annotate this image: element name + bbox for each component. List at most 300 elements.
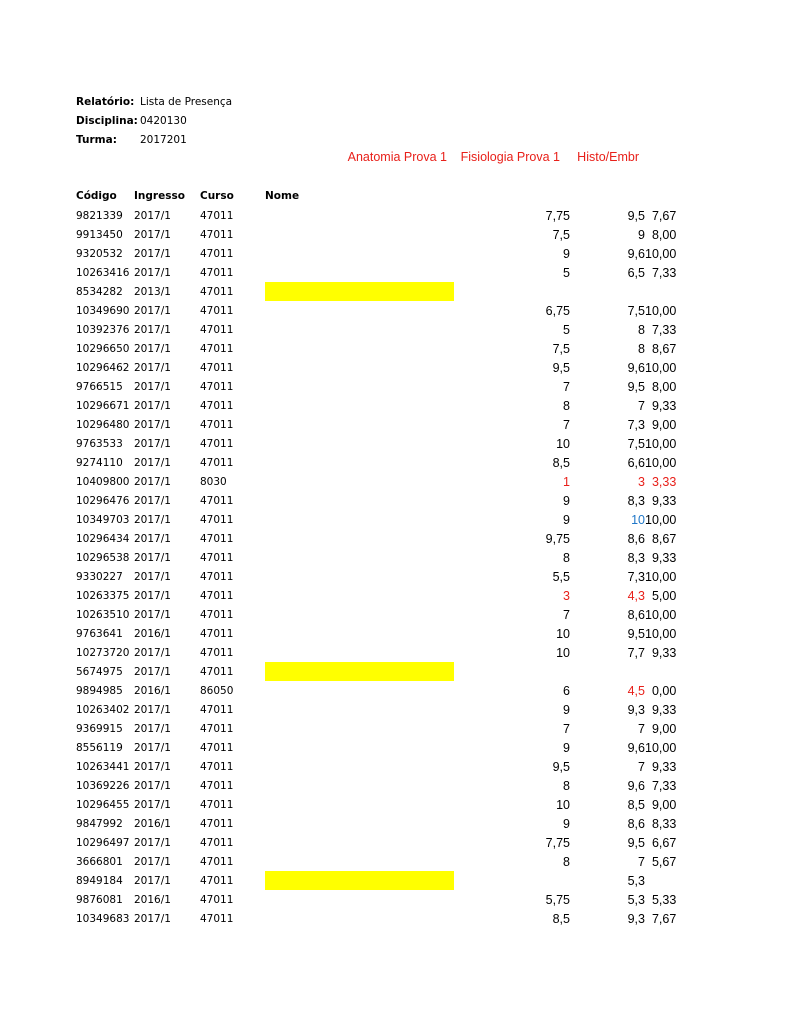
fisiologia-grade-cell: 9 — [638, 227, 645, 242]
table-row — [70, 681, 676, 700]
nome-cell — [265, 795, 454, 814]
anatomia-grade-cell: 8,5 — [552, 911, 570, 926]
table-row — [70, 320, 676, 339]
fisiologia-grade-cell: 8 — [638, 341, 645, 356]
codigo-cell: 9847992 — [76, 817, 123, 830]
anatomia-grade-cell: 5,75 — [545, 892, 570, 907]
codigo-cell: 8534282 — [76, 285, 123, 298]
fisiologia-grade-cell: 9,3 — [627, 702, 645, 717]
table-row — [70, 643, 676, 662]
codigo-cell: 10409800 — [76, 475, 130, 488]
nome-cell — [265, 909, 454, 928]
codigo-cell: 10263375 — [76, 589, 130, 602]
anatomia-grade-cell: 9,75 — [545, 531, 570, 546]
curso-cell: 47011 — [200, 570, 234, 583]
histo-grade-cell: 9,00 — [651, 417, 677, 432]
report-header — [76, 95, 232, 152]
column-header-curso: Curso — [200, 190, 234, 202]
anatomia-grade-cell: 7 — [563, 417, 570, 432]
nome-cell — [265, 244, 454, 263]
ingresso-cell: 2017/1 — [134, 589, 171, 602]
table-row — [70, 567, 676, 586]
ingresso-cell: 2016/1 — [134, 627, 171, 640]
turma-label: Turma: — [76, 134, 117, 146]
codigo-cell: 10296538 — [76, 551, 130, 564]
fisiologia-grade-cell: 8,6 — [627, 816, 645, 831]
fisiologia-grade-cell: 8,6 — [627, 607, 645, 622]
fisiologia-grade-cell: 6,5 — [627, 265, 645, 280]
ingresso-cell: 2017/1 — [134, 722, 171, 735]
codigo-cell: 10349703 — [76, 513, 130, 526]
fisiologia-grade-cell: 9,5 — [627, 208, 645, 223]
histo-grade-cell: 6,67 — [651, 835, 677, 850]
curso-cell: 47011 — [200, 342, 234, 355]
histo-grade-cell: 5,00 — [651, 588, 677, 603]
curso-cell: 47011 — [200, 817, 234, 830]
table-row — [70, 795, 676, 814]
fisiologia-grade-cell: 8,3 — [627, 493, 645, 508]
codigo-cell: 10263402 — [76, 703, 130, 716]
curso-cell: 47011 — [200, 513, 234, 526]
codigo-cell: 10263441 — [76, 760, 130, 773]
ingresso-cell: 2017/1 — [134, 855, 171, 868]
nome-cell — [265, 339, 454, 358]
fisiologia-grade-cell: 7 — [638, 398, 645, 413]
nome-cell — [265, 320, 454, 339]
disciplina-label: Disciplina: — [76, 115, 138, 127]
ingresso-cell: 2017/1 — [134, 608, 171, 621]
anatomia-grade-cell: 7,5 — [552, 227, 570, 242]
table-row — [70, 282, 676, 301]
table-row — [70, 833, 676, 852]
histo-grade-cell: 10,00 — [645, 626, 677, 641]
histo-grade-cell: 5,67 — [651, 854, 677, 869]
table-row — [70, 890, 676, 909]
anatomia-grade-cell: 10 — [556, 797, 570, 812]
ingresso-cell: 2017/1 — [134, 437, 171, 450]
ingresso-cell: 2017/1 — [134, 551, 171, 564]
fisiologia-grade-cell: 6,6 — [627, 455, 645, 470]
nome-cell — [265, 852, 454, 871]
codigo-cell: 10296671 — [76, 399, 130, 412]
anatomia-grade-cell: 7 — [563, 379, 570, 394]
column-header-histo-blank — [570, 186, 645, 206]
codigo-cell: 9766515 — [76, 380, 123, 393]
histo-grade-cell: 7,67 — [651, 208, 677, 223]
column-header-fisiologia-blank — [454, 186, 570, 206]
fisiologia-grade-cell — [570, 282, 645, 301]
histo-grade-cell: 10,00 — [645, 512, 677, 527]
ingresso-cell: 2017/1 — [134, 342, 171, 355]
nome-cell — [265, 529, 454, 548]
curso-cell: 47011 — [200, 323, 234, 336]
histo-grade-cell: 5,33 — [651, 892, 677, 907]
histo-grade-cell — [645, 871, 676, 890]
nome-cell — [265, 700, 454, 719]
histo-grade-cell: 10,00 — [645, 303, 677, 318]
histo-grade-cell: 9,33 — [651, 645, 677, 660]
anatomia-grade-cell: 7 — [563, 721, 570, 736]
table-row — [70, 225, 676, 244]
fisiologia-grade-cell: 7,5 — [627, 436, 645, 451]
nome-cell — [265, 548, 454, 567]
nome-cell — [265, 719, 454, 738]
fisiologia-grade-cell: 7 — [638, 759, 645, 774]
ingresso-cell: 2017/1 — [134, 779, 171, 792]
nome-cell — [265, 567, 454, 586]
nome-cell — [265, 738, 454, 757]
histo-grade-cell — [645, 282, 676, 301]
fisiologia-grade-cell: 8,5 — [627, 797, 645, 812]
anatomia-grade-cell: 5 — [563, 322, 570, 337]
ingresso-cell: 2017/1 — [134, 247, 171, 260]
ingresso-cell: 2017/1 — [134, 209, 171, 222]
histo-grade-cell: 7,33 — [651, 265, 677, 280]
histo-grade-cell: 9,00 — [651, 797, 677, 812]
nome-cell — [265, 814, 454, 833]
codigo-cell: 9913450 — [76, 228, 123, 241]
table-row — [70, 548, 676, 567]
anatomia-grade-cell — [454, 871, 570, 890]
fisiologia-grade-cell: 9,5 — [627, 379, 645, 394]
fisiologia-grade-cell: 4,3 — [627, 588, 645, 603]
nome-cell — [265, 586, 454, 605]
ingresso-cell: 2017/1 — [134, 494, 171, 507]
anatomia-grade-cell: 9,5 — [552, 759, 570, 774]
fisiologia-grade-cell: 10 — [631, 512, 645, 527]
table-row — [70, 377, 676, 396]
codigo-cell: 10263510 — [76, 608, 130, 621]
nome-cell — [265, 453, 454, 472]
curso-cell: 47011 — [200, 627, 234, 640]
table-row — [70, 871, 676, 890]
anatomia-grade-cell: 9 — [563, 512, 570, 527]
histo-grade-cell: 7,33 — [651, 778, 677, 793]
anatomia-grade-cell: 6 — [563, 683, 570, 698]
codigo-cell: 10296462 — [76, 361, 130, 374]
fisiologia-grade-cell: 8,3 — [627, 550, 645, 565]
nome-cell — [265, 225, 454, 244]
curso-cell: 47011 — [200, 209, 234, 222]
ingresso-cell: 2017/1 — [134, 741, 171, 754]
codigo-cell: 9894985 — [76, 684, 123, 697]
nome-cell — [265, 890, 454, 909]
fisiologia-grade-cell: 9,3 — [627, 911, 645, 926]
codigo-cell: 9821339 — [76, 209, 123, 222]
anatomia-header: Anatomia Prova 1 — [347, 150, 447, 164]
codigo-cell: 10296434 — [76, 532, 130, 545]
nome-cell — [265, 681, 454, 700]
codigo-cell: 9763641 — [76, 627, 123, 640]
anatomia-grade-cell — [454, 282, 570, 301]
ingresso-cell: 2017/1 — [134, 513, 171, 526]
histo-grade-cell — [645, 662, 676, 681]
codigo-cell: 10296455 — [76, 798, 130, 811]
anatomia-grade-cell: 9,5 — [552, 360, 570, 375]
table-row — [70, 453, 676, 472]
ingresso-cell: 2017/1 — [134, 380, 171, 393]
nome-cell-highlighted — [265, 282, 454, 301]
anatomia-grade-cell: 7 — [563, 607, 570, 622]
table-row — [70, 738, 676, 757]
nome-cell — [265, 510, 454, 529]
nome-cell — [265, 605, 454, 624]
fisiologia-grade-cell: 9,5 — [627, 835, 645, 850]
anatomia-grade-cell: 7,75 — [545, 208, 570, 223]
table-row — [70, 206, 676, 225]
anatomia-grade-cell: 7,75 — [545, 835, 570, 850]
histo-grade-cell: 0,00 — [651, 683, 677, 698]
curso-cell: 47011 — [200, 361, 234, 374]
nome-cell-highlighted — [265, 871, 454, 890]
histo-grade-cell: 9,33 — [651, 550, 677, 565]
histo-grade-cell: 8,00 — [651, 379, 677, 394]
nome-cell — [265, 396, 454, 415]
curso-cell: 47011 — [200, 722, 234, 735]
ingresso-cell: 2017/1 — [134, 665, 171, 678]
ingresso-cell: 2013/1 — [134, 285, 171, 298]
histo-header: Histo/Embr — [577, 150, 639, 164]
table-row — [70, 605, 676, 624]
table-row — [70, 358, 676, 377]
table-row — [70, 263, 676, 282]
histo-grade-cell: 9,33 — [651, 759, 677, 774]
fisiologia-grade-cell: 9,6 — [627, 360, 645, 375]
fisiologia-grade-cell: 3 — [638, 474, 645, 489]
anatomia-grade-cell: 9 — [563, 246, 570, 261]
nome-cell — [265, 643, 454, 662]
turma-value: 2017201 — [140, 134, 187, 146]
curso-cell: 47011 — [200, 836, 234, 849]
curso-cell: 47011 — [200, 608, 234, 621]
fisiologia-grade-cell: 9,5 — [627, 626, 645, 641]
codigo-cell: 10349683 — [76, 912, 130, 925]
anatomia-grade-cell: 8 — [563, 398, 570, 413]
histo-grade-cell: 8,67 — [651, 341, 677, 356]
nome-cell — [265, 757, 454, 776]
table-row — [70, 852, 676, 871]
histo-grade-cell: 9,33 — [651, 398, 677, 413]
nome-cell — [265, 434, 454, 453]
ingresso-cell: 2017/1 — [134, 760, 171, 773]
codigo-cell: 10296476 — [76, 494, 130, 507]
table-row — [70, 301, 676, 320]
codigo-cell: 9763533 — [76, 437, 123, 450]
ingresso-cell: 2017/1 — [134, 323, 171, 336]
codigo-cell: 9369915 — [76, 722, 123, 735]
nome-cell — [265, 358, 454, 377]
nome-cell — [265, 624, 454, 643]
histo-grade-cell: 10,00 — [645, 246, 677, 261]
anatomia-grade-cell: 10 — [556, 645, 570, 660]
histo-grade-cell: 10,00 — [645, 436, 677, 451]
table-row — [70, 510, 676, 529]
codigo-cell: 10349690 — [76, 304, 130, 317]
anatomia-grade-cell: 9 — [563, 740, 570, 755]
anatomia-grade-cell: 8 — [563, 854, 570, 869]
table-row — [70, 339, 676, 358]
fisiologia-grade-cell: 9,6 — [627, 740, 645, 755]
grade-headers — [0, 150, 791, 168]
relatorio-row — [76, 95, 232, 114]
anatomia-grade-cell: 5 — [563, 265, 570, 280]
curso-cell: 47011 — [200, 855, 234, 868]
column-header-ingresso: Ingresso — [134, 190, 185, 202]
nome-cell — [265, 491, 454, 510]
table-header-row — [70, 186, 676, 206]
codigo-cell: 8556119 — [76, 741, 123, 754]
curso-cell: 47011 — [200, 703, 234, 716]
ingresso-cell: 2016/1 — [134, 893, 171, 906]
codigo-cell: 10273720 — [76, 646, 130, 659]
histo-grade-cell: 8,33 — [651, 816, 677, 831]
table-row — [70, 491, 676, 510]
fisiologia-grade-cell: 5,3 — [627, 873, 645, 888]
histo-grade-cell: 9,33 — [651, 702, 677, 717]
curso-cell: 47011 — [200, 228, 234, 241]
curso-cell: 47011 — [200, 266, 234, 279]
fisiologia-header: Fisiologia Prova 1 — [460, 150, 560, 164]
histo-grade-cell: 7,33 — [651, 322, 677, 337]
ingresso-cell: 2016/1 — [134, 684, 171, 697]
nome-cell — [265, 472, 454, 491]
ingresso-cell: 2017/1 — [134, 646, 171, 659]
curso-cell: 47011 — [200, 285, 234, 298]
fisiologia-grade-cell: 9,6 — [627, 778, 645, 793]
anatomia-grade-cell: 9 — [563, 816, 570, 831]
nome-cell — [265, 206, 454, 225]
codigo-cell: 9320532 — [76, 247, 123, 260]
curso-cell: 47011 — [200, 532, 234, 545]
fisiologia-grade-cell: 8,6 — [627, 531, 645, 546]
codigo-cell: 10296650 — [76, 342, 130, 355]
curso-cell: 86050 — [200, 684, 234, 697]
curso-cell: 47011 — [200, 399, 234, 412]
curso-cell: 47011 — [200, 589, 234, 602]
fisiologia-grade-cell: 7,3 — [627, 569, 645, 584]
ingresso-cell: 2017/1 — [134, 798, 171, 811]
fisiologia-grade-cell: 9,6 — [627, 246, 645, 261]
curso-cell: 47011 — [200, 456, 234, 469]
curso-cell: 47011 — [200, 779, 234, 792]
anatomia-grade-cell: 1 — [563, 474, 570, 489]
attendance-table — [70, 186, 676, 928]
histo-grade-cell: 8,67 — [651, 531, 677, 546]
curso-cell: 47011 — [200, 646, 234, 659]
curso-cell: 47011 — [200, 893, 234, 906]
table-row — [70, 472, 676, 491]
anatomia-grade-cell: 9 — [563, 493, 570, 508]
nome-cell — [265, 833, 454, 852]
anatomia-grade-cell: 10 — [556, 626, 570, 641]
fisiologia-grade-cell: 7 — [638, 854, 645, 869]
ingresso-cell: 2017/1 — [134, 418, 171, 431]
table-row — [70, 529, 676, 548]
histo-grade-cell: 10,00 — [645, 569, 677, 584]
anatomia-grade-cell: 8,5 — [552, 455, 570, 470]
anatomia-grade-cell: 3 — [563, 588, 570, 603]
table-row — [70, 244, 676, 263]
column-header-nome: Nome — [265, 190, 300, 202]
fisiologia-grade-cell: 7,3 — [627, 417, 645, 432]
ingresso-cell: 2017/1 — [134, 399, 171, 412]
table-row — [70, 757, 676, 776]
table-row — [70, 415, 676, 434]
ingresso-cell: 2017/1 — [134, 874, 171, 887]
curso-cell: 47011 — [200, 380, 234, 393]
curso-cell: 47011 — [200, 760, 234, 773]
ingresso-cell: 2017/1 — [134, 703, 171, 716]
fisiologia-grade-cell: 7,7 — [627, 645, 645, 660]
disciplina-row — [76, 114, 232, 133]
histo-grade-cell: 7,67 — [651, 911, 677, 926]
fisiologia-grade-cell — [570, 662, 645, 681]
histo-grade-cell: 10,00 — [645, 607, 677, 622]
fisiologia-grade-cell: 8 — [638, 322, 645, 337]
column-header-codigo: Código — [76, 190, 117, 202]
curso-cell: 47011 — [200, 247, 234, 260]
ingresso-cell: 2017/1 — [134, 912, 171, 925]
nome-cell — [265, 263, 454, 282]
anatomia-grade-cell: 9 — [563, 702, 570, 717]
ingresso-cell: 2016/1 — [134, 817, 171, 830]
histo-grade-cell: 9,33 — [651, 493, 677, 508]
table-row — [70, 586, 676, 605]
curso-cell: 47011 — [200, 741, 234, 754]
ingresso-cell: 2017/1 — [134, 475, 171, 488]
table-body — [70, 206, 676, 928]
table-row — [70, 909, 676, 928]
curso-cell: 47011 — [200, 437, 234, 450]
codigo-cell: 3666801 — [76, 855, 123, 868]
fisiologia-grade-cell: 5,3 — [627, 892, 645, 907]
curso-cell: 8030 — [200, 475, 227, 488]
ingresso-cell: 2017/1 — [134, 228, 171, 241]
ingresso-cell: 2017/1 — [134, 836, 171, 849]
curso-cell: 47011 — [200, 798, 234, 811]
curso-cell: 47011 — [200, 494, 234, 507]
codigo-cell: 8949184 — [76, 874, 123, 887]
codigo-cell: 9876081 — [76, 893, 123, 906]
ingresso-cell: 2017/1 — [134, 266, 171, 279]
table-row — [70, 719, 676, 738]
anatomia-grade-cell: 8 — [563, 550, 570, 565]
anatomia-grade-cell — [454, 662, 570, 681]
codigo-cell: 5674975 — [76, 665, 123, 678]
ingresso-cell: 2017/1 — [134, 361, 171, 374]
curso-cell: 47011 — [200, 304, 234, 317]
disciplina-value: 0420130 — [140, 115, 187, 127]
curso-cell: 47011 — [200, 874, 234, 887]
anatomia-grade-cell: 8 — [563, 778, 570, 793]
ingresso-cell: 2017/1 — [134, 532, 171, 545]
codigo-cell: 9274110 — [76, 456, 123, 469]
table-row — [70, 396, 676, 415]
histo-grade-cell: 8,00 — [651, 227, 677, 242]
histo-grade-cell: 3,33 — [651, 474, 677, 489]
codigo-cell: 10296480 — [76, 418, 130, 431]
anatomia-grade-cell: 7,5 — [552, 341, 570, 356]
histo-grade-cell: 10,00 — [645, 740, 677, 755]
codigo-cell: 10296497 — [76, 836, 130, 849]
table-row — [70, 662, 676, 681]
ingresso-cell: 2017/1 — [134, 304, 171, 317]
table-row — [70, 814, 676, 833]
histo-grade-cell: 9,00 — [651, 721, 677, 736]
table-row — [70, 776, 676, 795]
histo-grade-cell: 10,00 — [645, 360, 677, 375]
nome-cell — [265, 301, 454, 320]
